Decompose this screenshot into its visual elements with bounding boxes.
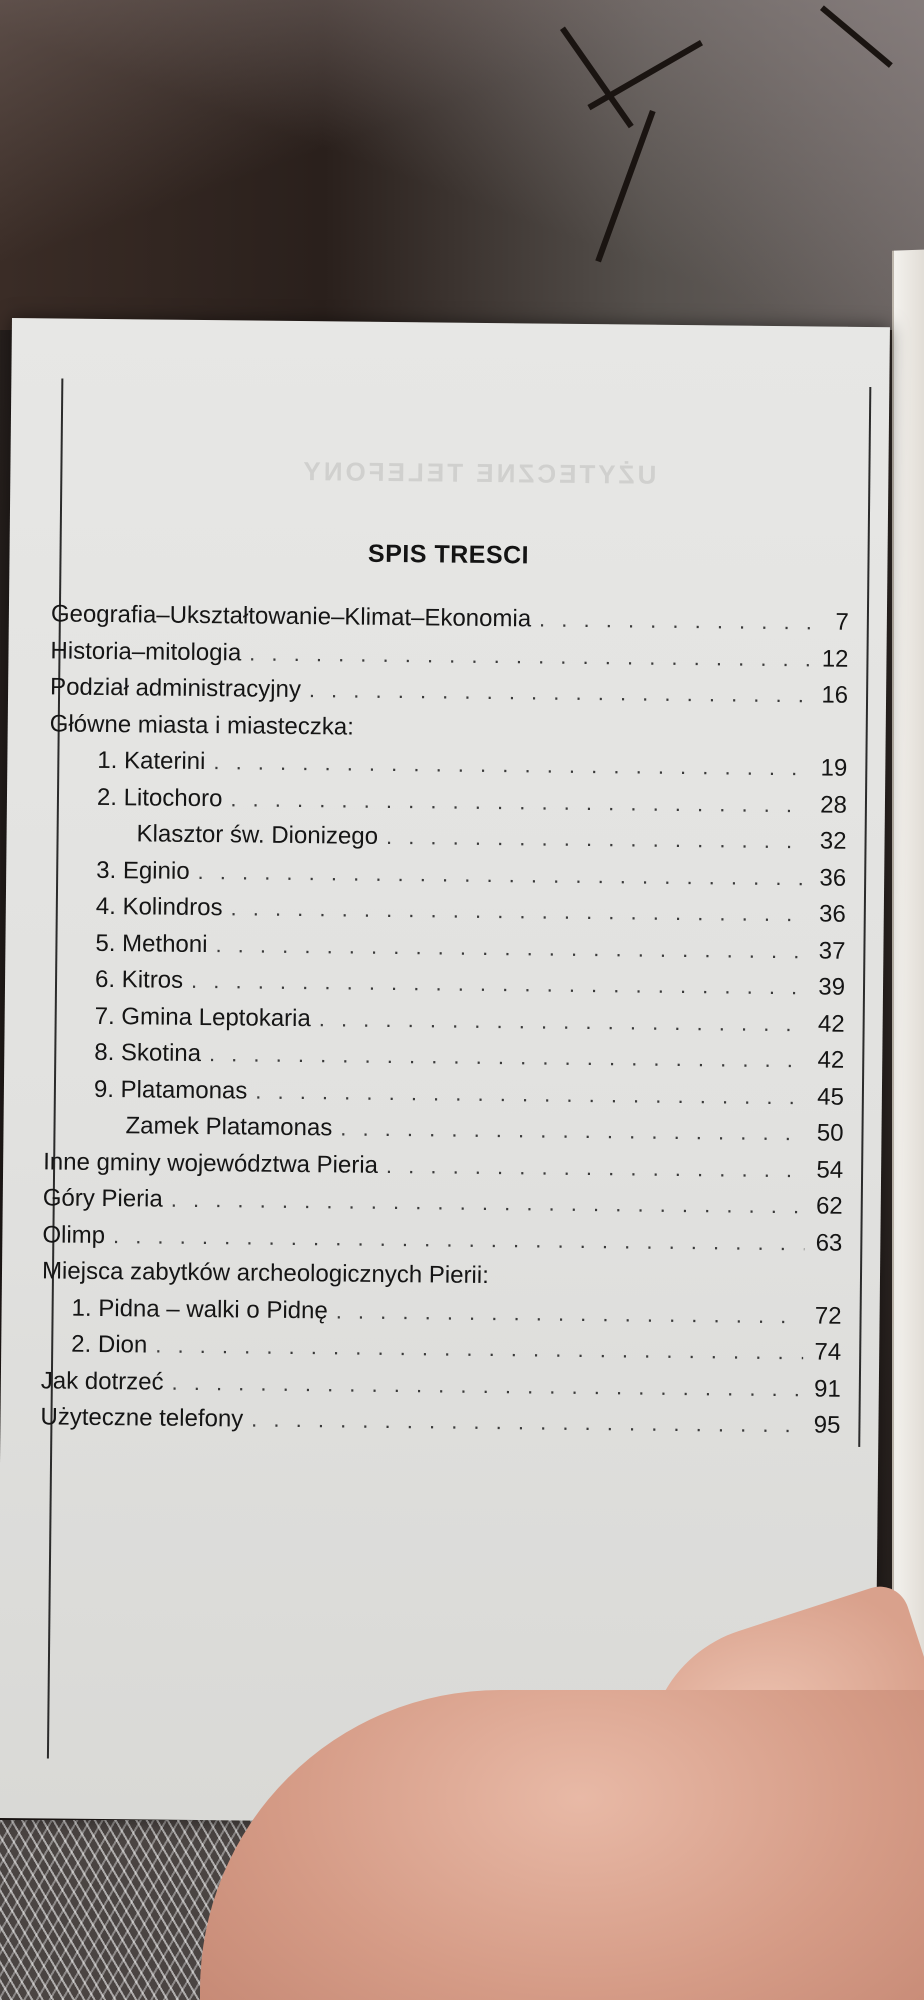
dot-leader bbox=[155, 1333, 803, 1366]
dot-leader bbox=[215, 932, 807, 964]
toc-entry-page: 62 bbox=[815, 1192, 843, 1220]
toc-entry-label: 2. Litochoro bbox=[96, 783, 223, 812]
toc-entry-page: 74 bbox=[814, 1338, 842, 1366]
toc-entry-page: 7 bbox=[835, 608, 850, 636]
background-crack bbox=[560, 27, 634, 129]
toc-entry-label: 8. Skotina bbox=[94, 1038, 202, 1068]
book-page bbox=[0, 318, 890, 1827]
dot-leader bbox=[191, 968, 807, 1000]
dot-leader bbox=[230, 786, 809, 818]
toc-entry-label: Miejsca zabytków archeologicznych Pierii: bbox=[41, 1257, 489, 1290]
dot-leader bbox=[209, 1041, 807, 1073]
toc-entry-label: Podział administracyjny bbox=[49, 673, 302, 704]
dot-leader bbox=[113, 1223, 805, 1256]
toc-entry-label: 1. Pidna – walki o Pidnę bbox=[71, 1294, 328, 1324]
toc-entry bbox=[40, 1403, 840, 1448]
background-crack bbox=[587, 40, 703, 110]
toc-entry-page: 32 bbox=[819, 827, 847, 855]
toc-entry-label: Inne gminy województwa Pieria bbox=[43, 1147, 379, 1179]
dot-leader bbox=[336, 1298, 804, 1329]
toc-entry-page: 39 bbox=[818, 973, 846, 1001]
background-surface bbox=[0, 0, 924, 330]
toc-entry-label: Geografia–Ukształtowanie–Klimat–Ekonomia bbox=[50, 600, 532, 633]
dot-leader bbox=[386, 824, 809, 854]
toc-entry-label: Góry Pieria bbox=[42, 1184, 163, 1213]
dot-leader bbox=[197, 858, 808, 890]
dot-leader bbox=[171, 1369, 803, 1402]
toc-entry-page: 36 bbox=[818, 900, 846, 928]
toc-entry-label: Użyteczne telefony bbox=[40, 1403, 244, 1433]
toc-entry-label: 3. Eginio bbox=[96, 856, 190, 885]
toc-entry-label: 5. Methoni bbox=[95, 929, 208, 958]
toc-title: SPIS TRESCI bbox=[367, 539, 530, 570]
dot-leader bbox=[251, 1407, 802, 1439]
toc-entry-page: 45 bbox=[817, 1082, 845, 1111]
table-of-contents bbox=[40, 600, 849, 1448]
dot-leader bbox=[213, 749, 809, 781]
toc-entry-label: Historia–mitologia bbox=[50, 636, 242, 666]
toc-entry-page: 36 bbox=[819, 863, 847, 892]
toc-entry-label: 2. Dion bbox=[71, 1330, 148, 1359]
toc-entry-label: 1. Katerini bbox=[97, 746, 206, 776]
toc-entry-label: 4. Kolindros bbox=[95, 892, 223, 922]
toc-entry-label: Olimp bbox=[42, 1220, 106, 1249]
dot-leader bbox=[230, 895, 807, 927]
toc-entry-page: 42 bbox=[817, 1046, 845, 1074]
background-crack bbox=[820, 5, 893, 67]
toc-entry-label: Zamek Platamonas bbox=[125, 1112, 333, 1142]
dot-leader bbox=[319, 1006, 807, 1037]
toc-entry-page: 50 bbox=[816, 1119, 844, 1147]
dot-leader bbox=[539, 607, 811, 636]
dot-leader bbox=[386, 1152, 805, 1182]
toc-entry-page: 16 bbox=[821, 681, 849, 709]
toc-entry-label: Klasztor św. Dionizego bbox=[136, 820, 379, 850]
toc-entry-page: 72 bbox=[814, 1301, 842, 1330]
toc-entry-label: Główne miasta i miasteczka: bbox=[49, 709, 354, 741]
show-through-text: UŻYTECZNE TELEFONY bbox=[300, 456, 657, 490]
dot-leader bbox=[171, 1187, 805, 1220]
toc-entry-page: 91 bbox=[813, 1374, 841, 1403]
toc-entry-page: 19 bbox=[820, 754, 848, 782]
toc-entry-label: 9. Platamonas bbox=[93, 1075, 248, 1105]
toc-entry-page: 95 bbox=[813, 1411, 841, 1439]
toc-entry-label: 7. Gmina Leptokaria bbox=[94, 1002, 311, 1032]
background-crack bbox=[595, 110, 655, 262]
toc-entry-page: 28 bbox=[820, 790, 848, 819]
toc-entry-page: 37 bbox=[818, 936, 846, 965]
toc-entry-page: 12 bbox=[821, 644, 849, 673]
toc-entry-label: Jak dotrzeć bbox=[40, 1366, 164, 1396]
dot-leader bbox=[340, 1115, 805, 1146]
dot-leader bbox=[255, 1078, 806, 1110]
dot-leader bbox=[309, 677, 810, 708]
toc-entry-page: 42 bbox=[817, 1009, 845, 1038]
toc-entry-label: 6. Kitros bbox=[94, 965, 184, 994]
toc-entry-page: 54 bbox=[816, 1155, 844, 1184]
dot-leader bbox=[249, 640, 810, 672]
toc-entry-page: 63 bbox=[815, 1228, 843, 1257]
book-cover-edge bbox=[892, 249, 924, 1700]
